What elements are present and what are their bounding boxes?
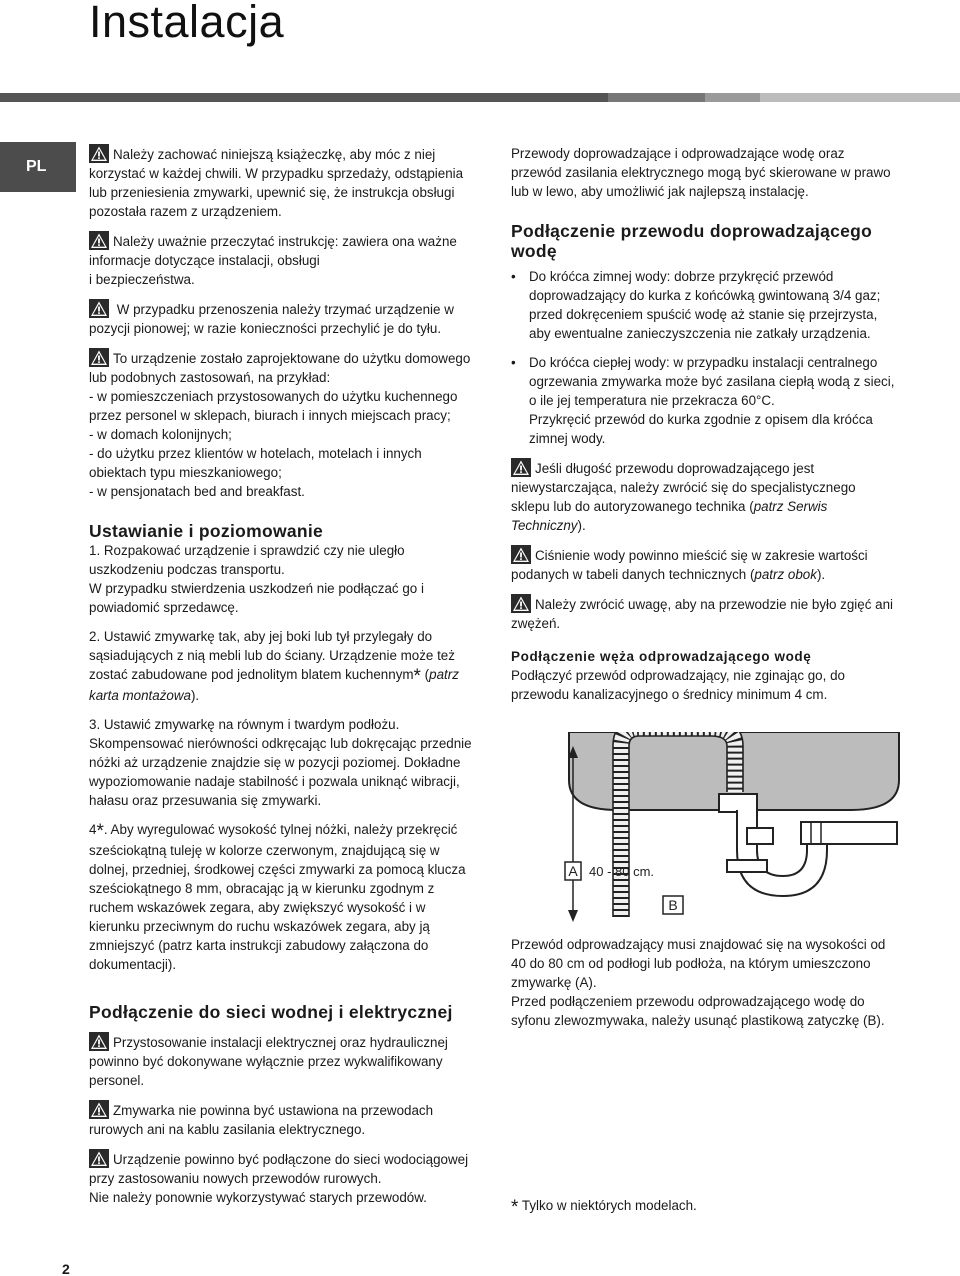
heading-water-supply: Podłączenie przewodu doprowadzającego wodę [511,221,873,261]
left-column [89,144,474,1207]
warning-read-instructions: Należy uważnie przeczytać instrukcję: zawiera ona ważne informacje dotyczące instalacji, obsługi i bezpieczeństwa. [89,231,474,289]
warning-icon [89,144,109,163]
drain-hose-diagram [511,732,901,922]
intro-paragraph: Przewody doprowadzające i odprowadzające wodę oraz przewód zasilania elektrycznego mogą być skierowane w prawo lub w lewo, aby umożliwić jak najlepszą instalację. [511,146,891,199]
warning-intended-use: To urządzenie zostało zaprojektowane do użytku domowego lub podobnych zastosowań, na przykład: - w pomieszczeniach przystosowanych do użytku kuchennego przez personel w sklepach, biurach i innych miejscach pracy; - w domach kolonijnych; - do użytku przez klientów w hotelach, motelach i innych obiektach typu mieszkaniowego; - w pensjonatach bed and breakfast. [89,348,474,501]
warning-icon [89,299,109,318]
warning-icon [89,1032,109,1051]
warning-new-pipes: Urządzenie powinno być podłączone do sieci wodociągowej przy zastosowaniu nowych przewodów rurowych. Nie należy ponownie wykorzystywać starych przewodów. [89,1149,474,1207]
heading-positioning: Ustawianie i poziomowanie [89,521,324,541]
page-number: 2 [62,1261,70,1276]
label-height-range: 40 - 80 cm. [589,864,655,879]
right-column [511,144,896,704]
warning-icon [89,1100,109,1119]
label-a: A [568,863,578,879]
drain-cap-paragraph: Przed podłączeniem przewodu odprowadzającego wodę do syfonu zlewozmywaka, należy usunąć plastikową zatyczkę (B). [511,994,885,1028]
warning-icon [511,594,531,613]
header-bar [0,93,960,102]
warning-keep-manual: Należy zachować niniejszą książeczkę, aby móc z niej korzystać w każdej chwili. W przypadku sprzedaży, odstąpienia lub przeniesienia zmywarki, upewnić się, że instrukcja obsługi pozostała razem z urządzeniem. [89,144,474,221]
bullet-cold-water: • Do króćca zimnej wody: dobrze przykręcić przewód doprowadzający do kurka z końcówką gwintowaną 3/4 gaz; przed dokręceniem spuścić wodę aż stanie się przejrzysta, aby ewentualne zanieczyszczenia nie zatkały urządzenia. [511,267,896,343]
step-3: 3. Ustawić zmywarkę na równym i twardym podłożu. Skompensować nierówności odkręcając lub dokręcając przednie nóżki aż urządzenie znajdzie się w pozycji poziomej. Dokładne wypoziomowanie nadaje stabilność i pozwala uniknąć wibracji, hałasu oraz przesuwania się zmywarki. [89,717,472,808]
warning-water-pressure: Ciśnienie wody powinno mieścić się w zakresie wartości podanych w tabeli danych technicznych (patrz obok). [511,545,896,584]
right-column-bottom [511,935,896,1030]
step-2: 2. Ustawić zmywarkę tak, aby jej boki lub tył przylegały do sąsiadujących z nią mebli lub do ściany. Urządzenie może też zostać zabudowane pod jednolitym blatem kuchennym* (patrz karta montażowa). [89,629,459,703]
heading-connection: Podłączenie do sieci wodnej i elektrycznej [89,1002,453,1022]
warning-qualified-personnel: Przystosowanie instalacji elektrycznej oraz hydraulicznej powinno być dokonywane wyłącznie przez wykwalifikowany personel. [89,1032,474,1090]
step-4: 4*. Aby wyregulować wysokość tylnej nóżki, należy przekręcić sześciokątną tuleję w kolorze czerwonym, znajdującą się w dolnej, przedniej, środkowej części zmywarki za pomocą klucza sześciokątnego 8 mm, obracając ją w kierunku zgodnym z ruchem wskazówek zegara, aby zwiększyć wysokość i w kierunku przeciwnym do ruchu wskazówek zegara, aby ją zmniejszyć (patrz karta instrukcji zabudowy załączona do dokumentacji). [89,821,466,972]
heading-drain-hose: Podłączenie węża odprowadzającego wodę [511,649,812,664]
warning-icon [511,458,531,477]
warning-no-pipes: Zmywarka nie powinna być ustawiona na przewodach rurowych ani na kablu zasilania elektrycznego. [89,1100,474,1139]
page-title: Instalacja [89,0,285,47]
bullet-hot-water: • Do króćca ciepłej wody: w przypadku instalacji centralnego ogrzewania zmywarka może być zasilana ciepłą wodą z sieci, o ile jej temperatura nie przekracza 60°C. Przykręcić przewód do kurka zgodnie z opisem dla króćca zimnej wody. [511,353,896,448]
warning-no-kinks: Należy zwrócić uwagę, aby na przewodzie nie było zgięć ani zwężeń. [511,594,896,633]
warning-transport: W przypadku przenoszenia należy trzymać urządzenie w pozycji pionowej; w razie konieczności przechylić je do tyłu. [89,299,474,338]
footnote: * Tylko w niektórych modelach. [511,1197,697,1218]
warning-icon [511,545,531,564]
step-1: 1. Rozpakować urządzenie i sprawdzić czy nie uległo uszkodzeniu podczas transportu. W przypadku stwierdzenia uszkodzeń nie podłączać go i powiadomić sprzedawcę. [89,543,424,615]
drain-height-paragraph: Przewód odprowadzający musi znajdować się na wysokości od 40 do 80 cm od podłogi lub podłoża, na którym umieszczono zmywarkę (A). [511,937,886,990]
warning-icon [89,348,109,367]
language-tab: PL [0,142,76,192]
label-b: B [668,897,678,913]
warning-icon [89,231,109,250]
warning-hose-length: Jeśli długość przewodu doprowadzającego jest niewystarczająca, należy zwrócić się do specjalistycznego sklepu lub do autoryzowanego technika (patrz Serwis Techniczny). [511,458,896,535]
warning-icon [89,1149,109,1168]
drain-paragraph: Podłączyć przewód odprowadzający, nie zginając go, do przewodu kanalizacyjnego o średnicy minimum 4 cm. [511,668,845,702]
